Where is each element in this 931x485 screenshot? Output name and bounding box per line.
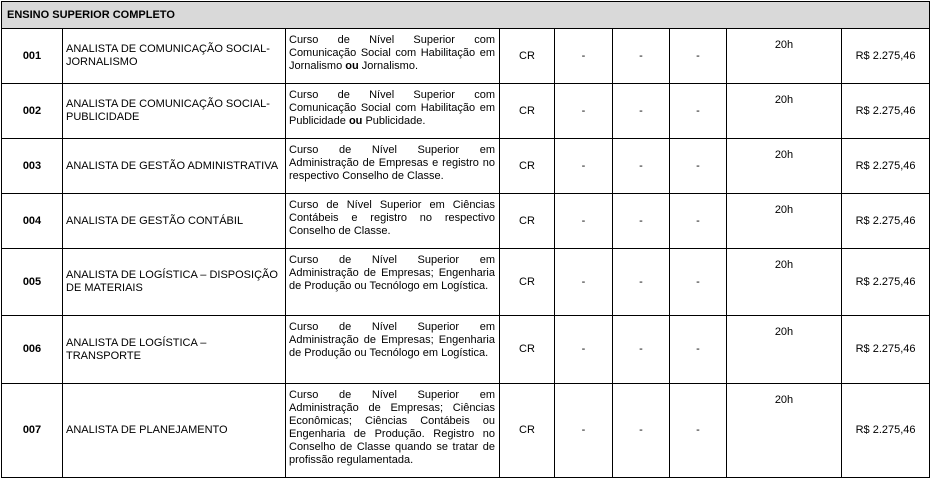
dash-cell: - [670,194,727,249]
salary-cell: R$ 2.275,46 [842,139,930,194]
salary-cell: R$ 2.275,46 [842,384,930,478]
section-title: ENSINO SUPERIOR COMPLETO [2,2,930,29]
dash-cell: - [555,249,613,316]
dash-cell: - [555,29,613,84]
table-row [2,29,930,84]
dash-cell: - [670,84,727,139]
dash-cell: - [670,384,727,478]
dash-cell: - [555,384,613,478]
vacancies-cell: CR [500,84,555,139]
requirements-cell [286,194,500,249]
requirement-text: Curso de Nível Superior em Ciências Contábeis e registro no respectivo Conselho de Classe. [289,199,495,237]
salary-cell: R$ 2.275,46 [842,194,930,249]
workload-cell: 20h [727,249,842,316]
dash-cell: - [670,139,727,194]
dash-cell: - [555,84,613,139]
section-header-row [2,2,930,29]
requirements-cell [286,384,500,478]
position-code: 001 [2,29,63,84]
requirement-text: Curso de Nível Superior em Administração de Empresas; Engenharia de Produção ou Tecnólogo em Logística. [289,321,495,359]
position-code: 006 [2,316,63,384]
position-code: 005 [2,249,63,316]
requirement-text: Curso de Nível Superior com Comunicação Social com Habilitação em Jornalismo [289,34,495,72]
dash-cell: - [670,316,727,384]
dash-cell: - [613,384,670,478]
dash-cell: - [613,139,670,194]
position-code: 004 [2,194,63,249]
requirements-cell [286,249,500,316]
positions-table [1,1,930,478]
requirement-text-end: Publicidade. [362,115,426,127]
vacancies-cell: CR [500,316,555,384]
table-row [2,84,930,139]
position-title: ANALISTA DE COMUNICAÇÃO SOCIAL-JORNALISMO [63,29,286,84]
table-row [2,139,930,194]
dash-cell: - [555,139,613,194]
dash-cell: - [613,29,670,84]
workload-cell: 20h [727,139,842,194]
workload-cell: 20h [727,84,842,139]
position-title: ANALISTA DE LOGÍSTICA – DISPOSIÇÃO DE MATERIAIS [63,249,286,316]
workload-cell: 20h [727,316,842,384]
vacancies-cell: CR [500,194,555,249]
vacancies-cell: CR [500,249,555,316]
table-row [2,194,930,249]
requirement-or: ou [345,60,359,72]
table-row [2,384,930,478]
requirement-text: Curso de Nível Superior em Administração de Empresas; Ciências Econômicas; Ciências Contábeis ou Engenharia de Produção. Registro no Conselho de Classe quando se tratar de profissão regulamentada. [289,389,495,466]
requirements-cell [286,139,500,194]
dash-cell: - [555,316,613,384]
vacancies-cell: CR [500,384,555,478]
requirement-or: ou [348,115,363,127]
workload-cell: 20h [727,384,842,478]
table-row [2,316,930,384]
dash-cell: - [670,249,727,316]
requirement-text: Curso de Nível Superior em Administração de Empresas e registro no respectivo Conselho de Classe. [289,144,495,182]
requirements-cell [286,29,500,84]
salary-cell: R$ 2.275,46 [842,84,930,139]
dash-cell: - [670,29,727,84]
requirements-cell [286,316,500,384]
workload-cell: 20h [727,194,842,249]
position-title: ANALISTA DE LOGÍSTICA – TRANSPORTE [63,316,286,384]
salary-cell: R$ 2.275,46 [842,29,930,84]
position-title: ANALISTA DE GESTÃO CONTÁBIL [63,194,286,249]
salary-cell: R$ 2.275,46 [842,316,930,384]
table-row [2,249,930,316]
position-code: 003 [2,139,63,194]
position-title: ANALISTA DE COMUNICAÇÃO SOCIAL-PUBLICIDADE [63,84,286,139]
position-code: 007 [2,384,63,478]
dash-cell: - [613,249,670,316]
workload-cell: 20h [727,29,842,84]
dash-cell: - [555,194,613,249]
vacancies-cell: CR [500,29,555,84]
requirements-cell [286,84,500,139]
position-code: 002 [2,84,63,139]
salary-cell: R$ 2.275,46 [842,249,930,316]
requirement-text-end: Jornalismo. [358,60,418,72]
position-title: ANALISTA DE PLANEJAMENTO [63,384,286,478]
dash-cell: - [613,194,670,249]
vacancies-cell: CR [500,139,555,194]
requirement-text: Curso de Nível Superior com Comunicação Social com Habilitação em Publicidade [289,89,495,127]
position-title: ANALISTA DE GESTÃO ADMINISTRATIVA [63,139,286,194]
dash-cell: - [613,84,670,139]
requirement-text: Curso de Nível Superior em Administração de Empresas; Engenharia de Produção ou Tecnólogo em Logística. [289,254,495,292]
dash-cell: - [613,316,670,384]
